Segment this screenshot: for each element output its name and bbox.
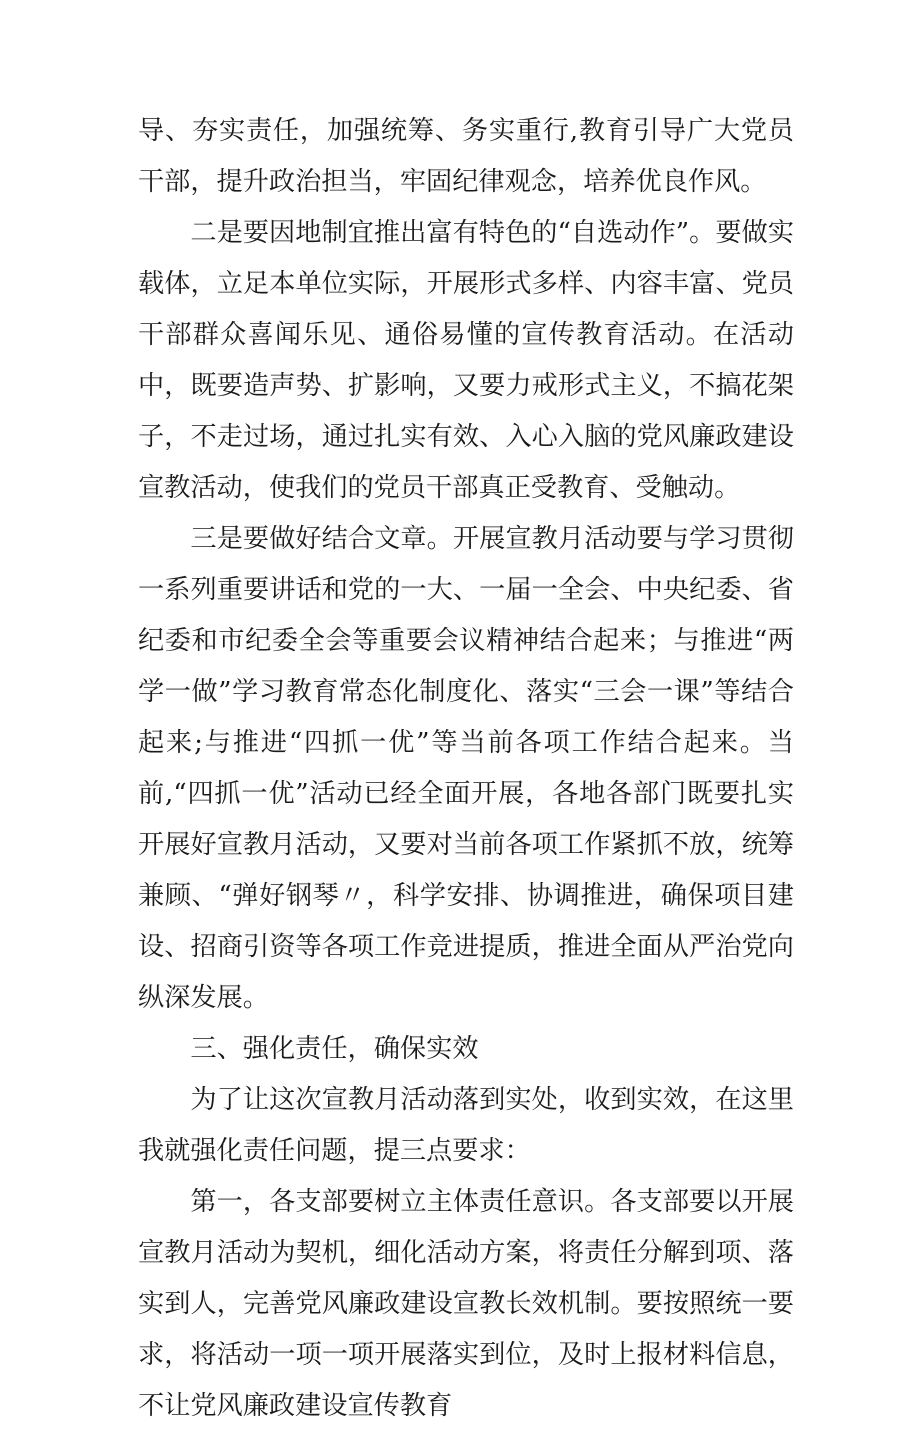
section-heading: 三、强化责任，确保实效 <box>190 1034 479 1064</box>
paragraph-2: 二是要因地制宜推出富有特色的“自选动作”。要做实载体，立足本单位实际，开展形式多样、内容丰富、党员干部群众喜闻乐见、通俗易懂的宣传教育活动。在活动中，既要造声势、扩影响，又要力戒形式主义，不搞花架子，不走过场，通过扎实有效、入心入脑的党风廉政建设宣教活动，使我们的党员干部真正受教育、受触动。 <box>138 218 794 503</box>
paragraph-4: 为了让这次宣教月活动落到实处，收到实效，在这里我就强化责任问题，提三点要求： <box>138 1085 794 1166</box>
paragraph-5: 第一，各支部要树立主体责任意识。各支部要以开展宣教月活动为契机，细化活动方案，将责任分解到项、落实到人，完善党风廉政建设宣教长效机制。要按照统一要求，将活动一项一项开展落实到位，及时上报材料信息，不让党风廉政建设宣传教育 <box>138 1187 794 1421</box>
paragraph-1: 导、夯实责任，加强统筹、务实重行,教育引导广大党员干部，提升政治担当，牢固纪律观念，培养优良作风。 <box>138 116 794 197</box>
paragraph-3: 三是要做好结合文章。开展宣教月活动要与学习贯彻一系列重要讲话和党的一大、一届一全会、中央纪委、省纪委和市纪委全会等重要会议精神结合起来；与推进“两学一做”学习教育常态化制度化、落实“三会一课”等结合起来;与推进“四抓一优”等当前各项工作结合起来。当前,“四抓一优”活动已经全面开展，各地各部门既要扎实开展好宣教月活动，又要对当前各项工作紧抓不放，统筹兼顾、“弹好钢琴〃，科学安排、协调推进，确保项目建设、招商引资等各项工作竞进提质，推进全面从严治党向纵深发展。 <box>138 524 794 1013</box>
document-body <box>138 106 794 1432</box>
